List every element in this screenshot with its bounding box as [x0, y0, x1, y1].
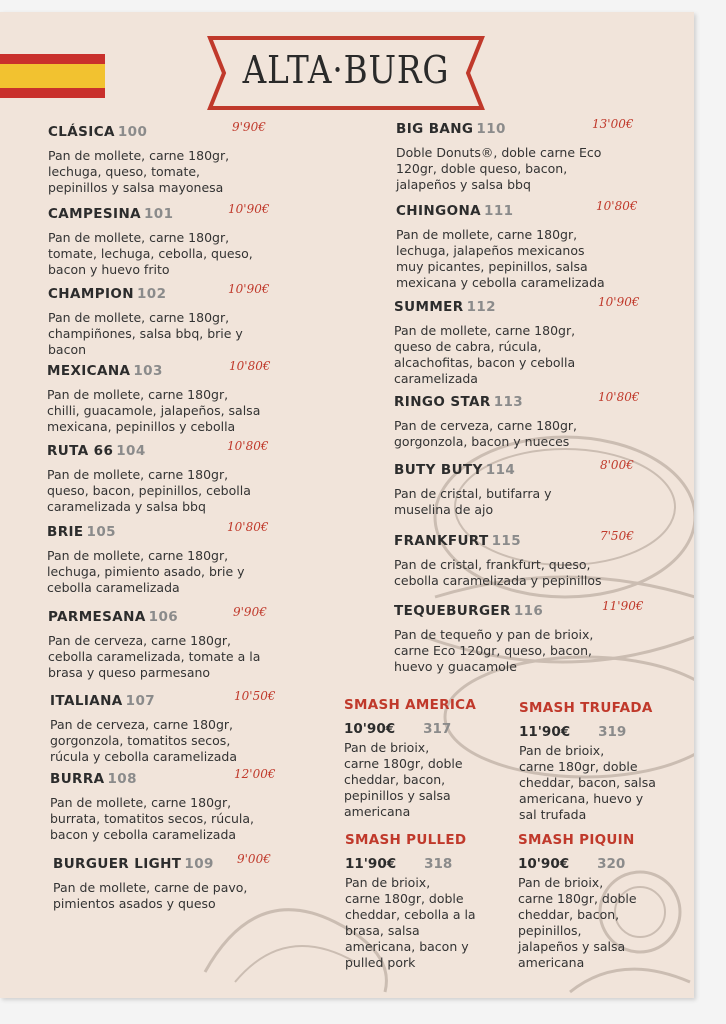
smash-description-line: carne 180gr, doble	[345, 891, 464, 906]
menu-item	[394, 295, 640, 387]
item-name: CLÁSICA	[48, 124, 115, 140]
item-number: 114	[485, 462, 516, 478]
item-description-line: burrata, tomatitos secos, rúcula,	[50, 811, 255, 826]
item-description-line: Pan de mollete, carne de pavo,	[53, 880, 248, 895]
item-name: SUMMER	[394, 299, 464, 315]
item-name: PARMESANA	[48, 609, 146, 625]
item-description-line: Pan de mollete, carne 180gr,	[396, 227, 578, 242]
item-description-line: Pan de cristal, frankfurt, queso,	[394, 557, 591, 572]
item-number: 107	[125, 693, 156, 709]
item-description-line: tomate, lechuga, cebolla, queso,	[48, 246, 253, 261]
item-description-line: muselina de ajo	[394, 502, 494, 517]
menu-item	[47, 439, 269, 515]
item-price: 7'50€	[600, 529, 634, 543]
item-description-line: jalapeños y salsa bbq	[396, 177, 531, 192]
menu-item	[396, 117, 634, 193]
item-price: 10'50€	[234, 689, 276, 703]
item-description-line: Pan de cerveza, carne 180gr,	[394, 418, 578, 433]
item-description-line: Pan de mollete, carne 180gr,	[47, 387, 229, 402]
item-price: 10'80€	[227, 439, 269, 453]
item-description-line: huevo y guacamole	[394, 659, 517, 674]
item-name: BURGUER LIGHT	[53, 856, 182, 872]
item-description-line: mexicana, pepinillos y cebolla	[47, 419, 236, 434]
item-number: 113	[493, 394, 524, 410]
smash-description-line: carne 180gr, doble	[519, 759, 638, 774]
item-price: 11'90€	[602, 599, 644, 613]
item-description-line: gorgonzola, bacon y nueces	[394, 434, 570, 449]
item-name: BIG BANG	[396, 121, 474, 137]
smash-description-line: cheddar, cebolla a la	[345, 907, 476, 922]
item-description-line: Pan de mollete, carne 180gr,	[47, 548, 229, 563]
item-description-line: alcachofitas, bacon y cebolla	[394, 355, 576, 370]
item-name: BUTY BUTY	[394, 462, 483, 478]
item-description-line: bacon y huevo frito	[48, 262, 170, 277]
item-number: 101	[144, 206, 174, 222]
smash-description-line: cheddar, bacon,	[344, 772, 446, 787]
smash-item-name: SMASH AMERICA	[344, 697, 477, 713]
item-description-line: chilli, guacamole, jalapeños, salsa	[47, 403, 261, 418]
smash-item	[344, 697, 476, 820]
smash-description-line: pepinillos,	[518, 923, 582, 938]
smash-description-line: cheddar, bacon, salsa	[519, 775, 656, 790]
item-price: 10'80€	[596, 199, 638, 213]
menu-item	[396, 199, 638, 291]
item-price: 13'00€	[592, 117, 634, 131]
menu-item	[394, 390, 640, 450]
item-description-line: caramelizada y salsa bbq	[47, 499, 206, 514]
item-description-line: Pan de mollete, carne 180gr,	[50, 795, 232, 810]
item-number: 103	[133, 363, 163, 379]
item-price: 10'80€	[227, 520, 269, 534]
smash-description-line: americana, huevo y	[519, 791, 644, 806]
item-description-line: gorgonzola, tomatitos secos,	[50, 733, 231, 748]
menu-item	[50, 767, 276, 843]
smash-item-number: 318	[424, 856, 453, 872]
item-number: 110	[476, 121, 506, 137]
item-description-line: Pan de cerveza, carne 180gr,	[50, 717, 234, 732]
item-description-line: 120gr, doble queso, bacon,	[396, 161, 568, 176]
item-description-line: lechuga, jalapeños mexicanos	[396, 243, 585, 258]
smash-description-line: americana	[344, 804, 411, 819]
spain-flag	[0, 54, 105, 98]
item-number: 109	[184, 856, 214, 872]
smash-item-price: 11'90€	[519, 724, 571, 740]
item-description-line: rúcula y cebolla caramelizada	[50, 749, 238, 764]
item-number: 102	[136, 286, 167, 302]
smash-description-line: jalapeños y salsa	[518, 939, 626, 954]
item-number: 115	[491, 533, 521, 549]
item-price: 8'00€	[600, 458, 634, 472]
smash-item	[345, 832, 476, 971]
smash-item	[519, 700, 656, 823]
menu-item	[47, 520, 269, 596]
item-description-line: queso, bacon, pepinillos, cebolla	[47, 483, 251, 498]
item-number: 105	[86, 524, 116, 540]
item-name: BRIE	[47, 524, 84, 540]
smash-description-line: pulled pork	[345, 955, 416, 970]
smash-description-line: carne 180gr, doble	[344, 756, 463, 771]
item-name: TEQUEBURGER	[394, 603, 511, 619]
smash-item-number: 319	[598, 724, 627, 740]
item-price: 9'90€	[232, 120, 266, 134]
smash-description-line: pepinillos y salsa	[344, 788, 451, 803]
brand-name: ALTA·BURG	[242, 48, 450, 92]
item-description-line: mexicana y cebolla caramelizada	[396, 275, 605, 290]
smash-description-line: Pan de brioix,	[344, 740, 430, 755]
item-description-line: carne Eco 120gr, queso, bacon,	[394, 643, 592, 658]
menu-item	[47, 359, 271, 435]
item-price: 10'90€	[228, 282, 270, 296]
item-description-line: Pan de mollete, carne 180gr,	[47, 467, 229, 482]
item-number: 100	[117, 124, 148, 140]
item-description-line: pepinillos y salsa mayonesa	[48, 180, 224, 195]
smash-description-line: sal trufada	[519, 807, 587, 822]
smash-item	[518, 832, 637, 971]
menu-item	[394, 529, 634, 589]
item-price: 10'90€	[228, 202, 270, 216]
item-name: MEXICANA	[47, 363, 131, 379]
item-price: 10'90€	[598, 295, 640, 309]
item-number: 116	[513, 603, 544, 619]
item-number: 108	[107, 771, 137, 787]
item-description-line: cebolla caramelizada, tomate a la	[48, 649, 261, 664]
item-description-line: Pan de mollete, carne 180gr,	[394, 323, 576, 338]
item-name: CHINGONA	[396, 203, 482, 219]
item-description-line: Pan de mollete, carne 180gr,	[48, 148, 230, 163]
menu-item	[48, 202, 270, 278]
smash-description-line: cheddar, bacon,	[518, 907, 620, 922]
item-description-line: lechuga, pimiento asado, brie y	[47, 564, 245, 579]
item-description-line: Doble Donuts®, doble carne Eco	[396, 145, 602, 160]
item-description-line: Pan de mollete, carne 180gr,	[48, 310, 230, 325]
smash-item-number: 317	[423, 721, 452, 737]
item-description-line: cebolla caramelizada y pepinillos	[394, 573, 602, 588]
menu-item	[53, 852, 271, 912]
item-description-line: bacon y cebolla caramelizada	[50, 827, 237, 842]
item-number: 112	[466, 299, 496, 315]
brand-logo	[206, 34, 486, 112]
item-price: 10'80€	[598, 390, 640, 404]
item-description-line: pimientos asados y queso	[53, 896, 216, 911]
item-description-line: queso de cabra, rúcula,	[394, 339, 542, 354]
item-name: RINGO STAR	[394, 394, 491, 410]
item-name: ITALIANA	[50, 693, 123, 709]
item-description-line: cebolla caramelizada	[47, 580, 180, 595]
menu-item	[48, 282, 270, 358]
item-description-line: brasa y queso parmesano	[48, 665, 211, 680]
smash-item-name: SMASH PIQUIN	[518, 832, 635, 848]
smash-item-name: SMASH PULLED	[345, 832, 467, 848]
smash-description-line: brasa, salsa	[345, 923, 420, 938]
menu-item	[50, 689, 276, 765]
smash-item-price: 10'90€	[344, 721, 396, 737]
smash-item-name: SMASH TRUFADA	[519, 700, 653, 716]
item-description-line: Pan de mollete, carne 180gr,	[48, 230, 230, 245]
item-name: BURRA	[50, 771, 105, 787]
item-name: CHAMPION	[48, 286, 134, 302]
item-description-line: bacon	[48, 342, 87, 357]
item-description-line: Pan de cerveza, carne 180gr,	[48, 633, 232, 648]
smash-description-line: Pan de brioix,	[345, 875, 431, 890]
smash-item-number: 320	[597, 856, 626, 872]
item-name: FRANKFURT	[394, 533, 489, 549]
item-description-line: muy picantes, pepinillos, salsa	[396, 259, 588, 274]
menu-item	[48, 120, 266, 196]
item-description-line: champiñones, salsa bbq, brie y	[48, 326, 243, 341]
menu-item	[394, 458, 634, 518]
menu-item	[48, 605, 267, 681]
item-price: 12'00€	[234, 767, 276, 781]
smash-item-price: 11'90€	[345, 856, 397, 872]
item-price: 9'90€	[233, 605, 267, 619]
item-description-line: caramelizada	[394, 371, 478, 386]
item-name: RUTA 66	[47, 443, 114, 459]
smash-description-line: Pan de brioix,	[518, 875, 604, 890]
menu-page	[0, 12, 694, 998]
item-description-line: Pan de tequeño y pan de brioix,	[394, 627, 594, 642]
smash-description-line: americana, bacon y	[345, 939, 469, 954]
smash-description-line: americana	[518, 955, 585, 970]
item-number: 104	[116, 443, 146, 459]
item-description-line: Pan de cristal, butifarra y	[394, 486, 552, 501]
item-name: CAMPESINA	[48, 206, 141, 222]
item-number: 106	[148, 609, 179, 625]
item-description-line: lechuga, queso, tomate,	[48, 164, 201, 179]
smash-description-line: carne 180gr, doble	[518, 891, 637, 906]
item-price: 9'00€	[237, 852, 271, 866]
menu-item	[394, 599, 644, 675]
item-number: 111	[484, 203, 514, 219]
smash-item-price: 10'90€	[518, 856, 570, 872]
item-price: 10'80€	[229, 359, 271, 373]
smash-description-line: Pan de brioix,	[519, 743, 605, 758]
